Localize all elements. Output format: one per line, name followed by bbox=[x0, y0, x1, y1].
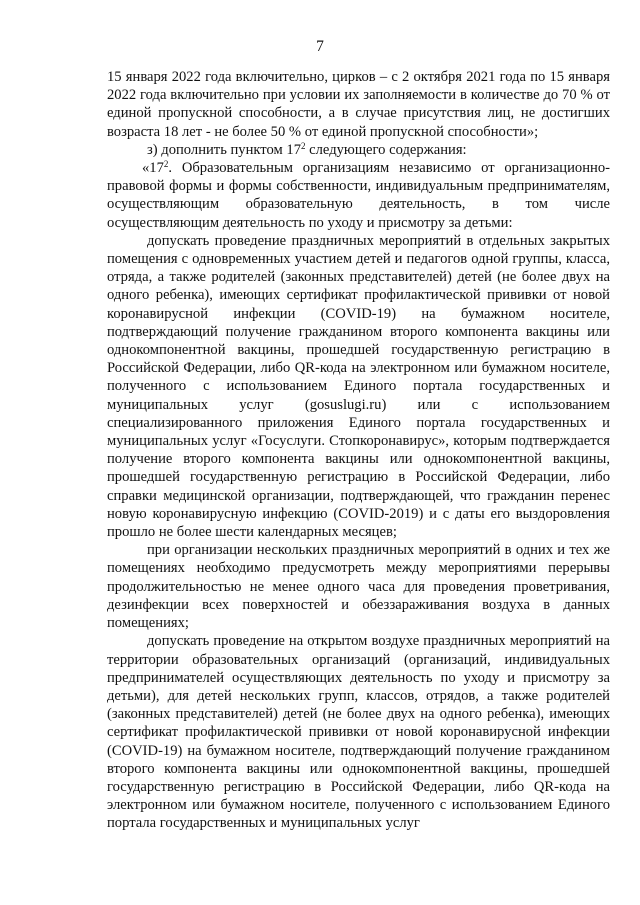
amendment-intro-text-end: следующего содержания: bbox=[305, 141, 467, 158]
point-text: . Образовательным организациям независимо от организационно-правовой формы и формы собственности, индивидуальным предпринимателям, осуществляющим образовательную деятельность, в том числе осуществляющим деятельность по уходу и присмотру за детьми: bbox=[107, 160, 610, 231]
paragraph-indoor-events: допускать проведение праздничных мероприятий в отдельных закрытых помещения с одновременных участием детей и педагогов одной группы, класса, отряда, а также родителей (законных представителей) детей (не более двух на одного ребенка), имеющих сертификат профилактической прививки от новой коронавирусной инфекции (COVID-19) на бумажном носителе, подтверждающий получение гражданином второго компонента вакцины или однокомпонентной вакцины, прошедшей государственную регистрацию в Российской Федерации, либо QR-кода на электронном или бумажном носителе, полученного с использованием Единого портала государственных и муниципальных услуг (gosuslugi.ru) или с использованием специализированного приложения Единого портала государственных и муниципальных услуг «Госуслуги. Стопкоронавирус», которым подтверждается получение второго компонента вакцины или однокомпонентной вакцины, прошедшей государственную регистрацию в Российской Федерации, либо справки медицинской организации, подтверждающей, что гражданин перенес новую коронавирусную инфекцию (COVID-2019) и с даты его выздоровления прошло не более шести календарных месяцев; bbox=[107, 232, 610, 541]
paragraph-point-17-2 bbox=[107, 159, 610, 232]
paragraph-cinema-circus-limits: 15 января 2022 года включительно, цирков – с 2 октября 2021 года по 15 января 2022 года включительно при условии их заполняемости в количестве до 70 % от единой пропускной способности, а в случае присутствия лиц, не достигших возраста 18 лет - не более 50 % от единой пропускной способности»; bbox=[107, 69, 610, 140]
amendment-intro-text: з) дополнить пунктом 17 bbox=[147, 141, 301, 158]
superscript: 2 bbox=[163, 159, 169, 170]
document-body bbox=[107, 68, 610, 833]
paragraph-outdoor-events: допускать проведение на открытом воздухе праздничных мероприятий на территории образовательных организаций (организаций, индивидуальных предпринимателей осуществляющих деятельность по уходу и присмотру за детьми), для детей нескольких групп, классов, отрядов, а также родителей (законных представителей) детей (не более двух на одного ребенка), имеющих сертификат профилактической прививки от новой коронавирусной инфекции (COVID-19) на бумажном носителе, подтверждающий получение гражданином второго компонента вакцины или однокомпонентной вакцины, прошедшей государственную регистрацию в Российской Федерации, либо QR-кода на электронном или бумажном носителе, полученного с использованием Единого портала государственных и муниципальных услуг bbox=[107, 633, 610, 832]
point-number: «17 bbox=[142, 160, 164, 177]
superscript: 2 bbox=[301, 140, 306, 151]
paragraph-event-breaks: при организации нескольких праздничных мероприятий в одних и тех же помещениях необходимо предусмотреть между мероприятиями перерывы продолжительностью не менее одного часа для проведения проветривания, дезинфекции всех поверхностей и обеззараживания воздуха в данных помещениях; bbox=[107, 542, 610, 632]
page-number: 7 bbox=[316, 38, 324, 55]
paragraph-amendment-intro bbox=[107, 141, 610, 159]
